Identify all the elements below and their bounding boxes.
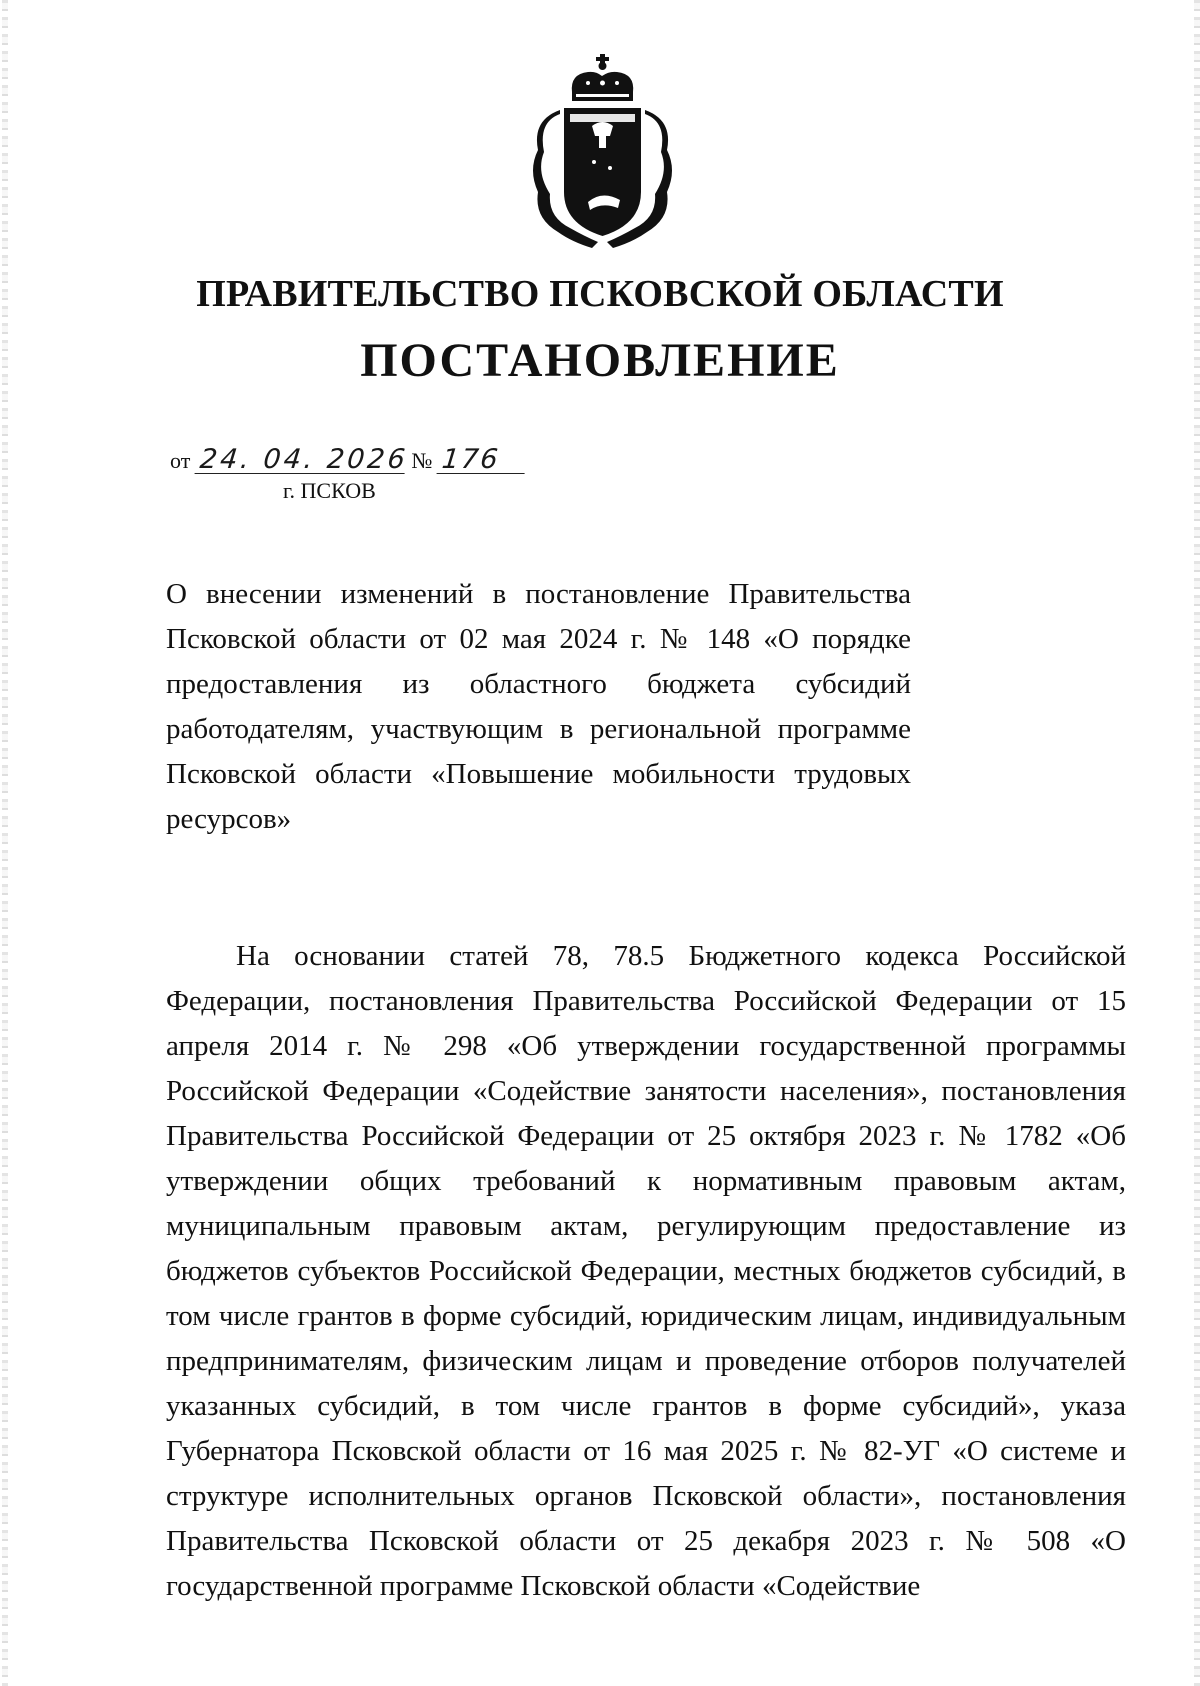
document-type: ПОСТАНОВЛЕНИЕ xyxy=(360,334,840,387)
date-number-line xyxy=(170,446,526,474)
handwritten-number: 176 xyxy=(436,446,527,474)
scan-edge-right xyxy=(1194,0,1200,1686)
coat-of-arms-icon xyxy=(530,52,675,252)
number-prefix: № xyxy=(411,448,433,473)
date-prefix: от xyxy=(170,448,191,473)
body-paragraph: На основании статей 78, 78.5 Бюджетного кодекса Российской Федерации, постановления Правительства Российской Федерации от 15 апреля 2014 г. № 298 «Об утверждении государственной программы Российской Федерации «Содействие занятости населения», постановления Правительства Российской Федерации от 25 октября 2023 г. № 1782 «Об утверждении общих требований к нормативным правовым актам, муниципальным правовым актам, регулирующим предоставление из бюджетов субъектов Российской Федерации, местных бюджетов субсидий, в том числе грантов в форме субсидий, юридическим лицам, индивидуальным предпринимателям, физическим лицам и проведение отборов получателей указанных субсидий, в том числе грантов в форме субсидий», указа Губернатора Псковской области от 16 мая 2025 г. № 82-УГ «О системе и структуре исполнительных органов Псковской области», постановления Правительства Псковской области от 25 декабря 2023 г. № 508 «О государственной программе Псковской области «Содействие xyxy=(166,940,1126,1602)
document-title: О внесении изменений в постановление Правительства Псковской области от 02 мая 2024 г. № 148 «О порядке предоставления из областного бюджета субсидий работодателям, участвующим в региональной программе Псковской области «Повышение мобильности трудовых ресурсов» xyxy=(166,578,911,835)
city-label: г. ПСКОВ xyxy=(283,478,376,503)
scan-edge-left xyxy=(2,0,8,1686)
organization-name: ПРАВИТЕЛЬСТВО ПСКОВСКОЙ ОБЛАСТИ xyxy=(196,273,1004,315)
handwritten-date: 24. 04. 2026 xyxy=(194,446,407,474)
